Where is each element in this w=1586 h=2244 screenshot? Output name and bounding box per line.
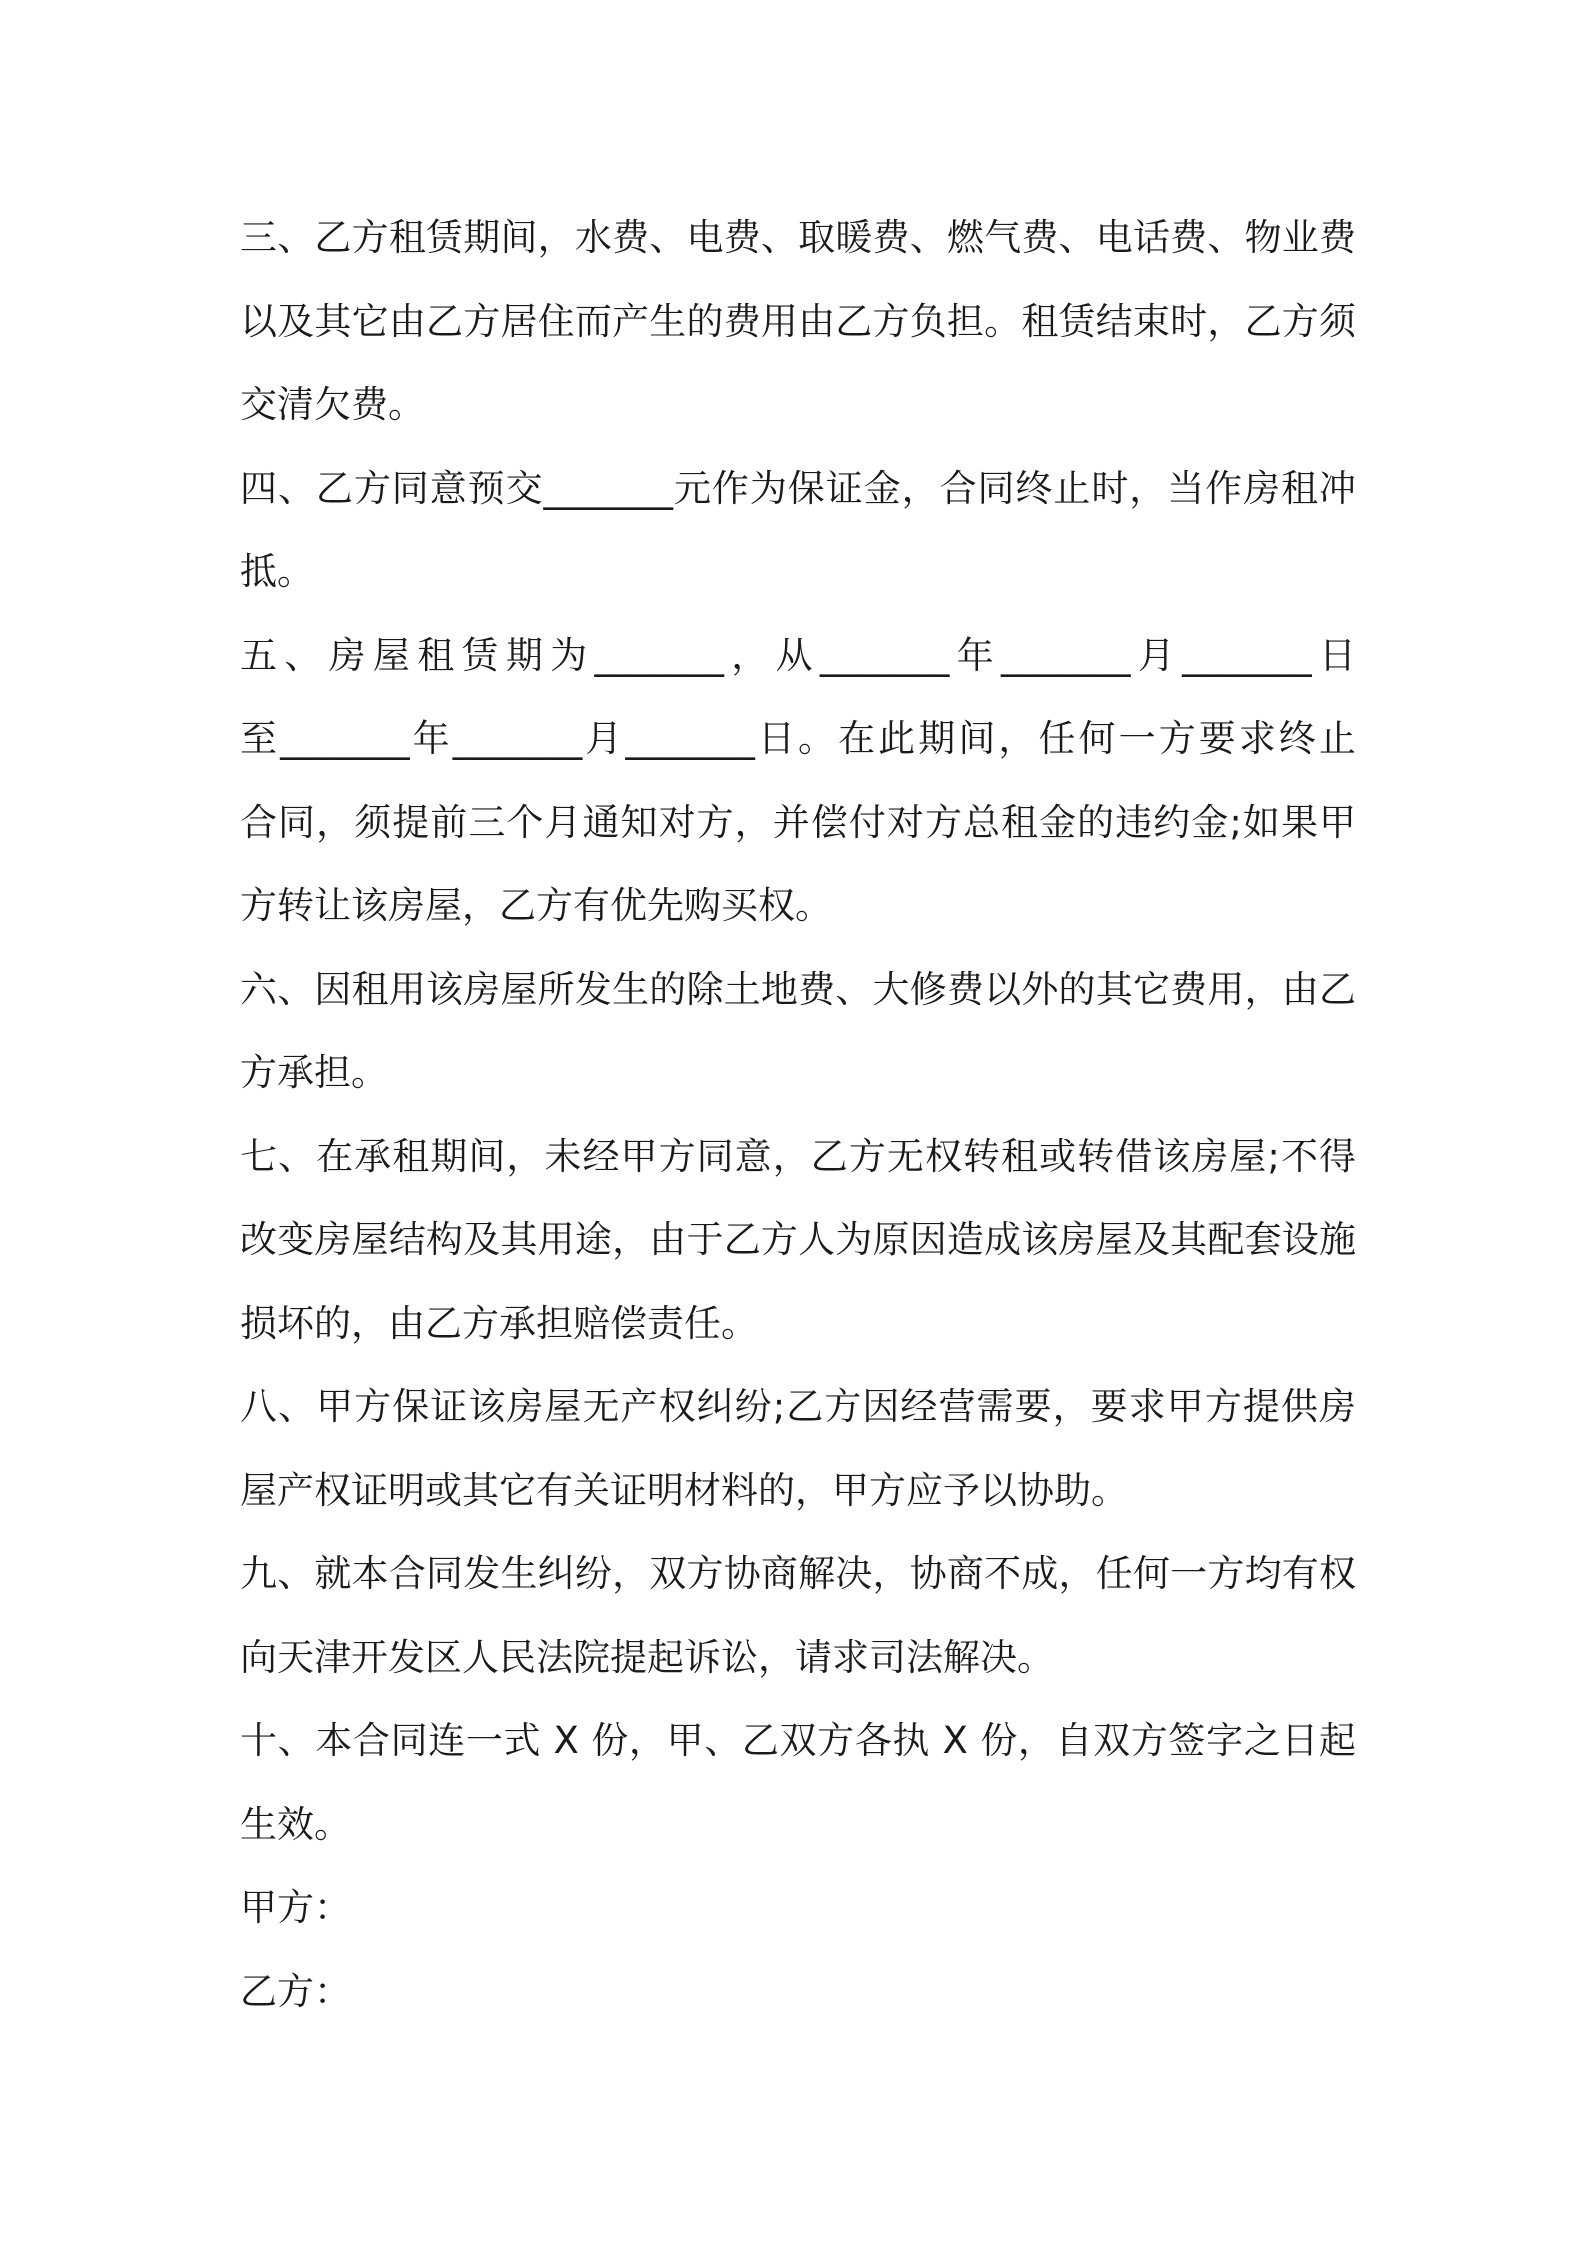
party-a-signature-label: 甲方：	[240, 1886, 351, 1929]
text-line: 改变房屋结构及其用途，由于乙方人为原因造成该房屋及其配套设施	[240, 1218, 1356, 1261]
text-line: 四、乙方同意预交_______元作为保证金，合同终止时，当作房租冲	[240, 466, 1356, 510]
text-line: 七、在承租期间，未经甲方同意，乙方无权转租或转借该房屋;不得	[240, 1134, 1356, 1178]
text-line: 向天津开发区人民法院提起诉讼，请求司法解决。	[240, 1635, 1054, 1679]
text-line: 以及其它由乙方居住而产生的费用由乙方负担。租赁结束时，乙方须	[240, 299, 1356, 343]
text-line: 方承担。	[240, 1051, 388, 1094]
text-line: 至_______年_______月_______日。在此期间，任何一方要求终止	[240, 717, 1356, 760]
contract-body	[240, 196, 1356, 2033]
text-line: 生效。	[240, 1802, 351, 1846]
text-line: 九、就本合同发生纠纷，双方协商解决，协商不成，任何一方均有权	[240, 1552, 1356, 1595]
text-line: 交清欠费。	[240, 383, 425, 426]
text-line: 六、因租用该房屋所发生的除土地费、大修费以外的其它费用，由乙	[240, 967, 1356, 1011]
text-line: 抵。	[240, 550, 314, 593]
text-line: 方转让该房屋，乙方有优先购买权。	[240, 884, 832, 927]
party-b-signature-label: 乙方：	[240, 1969, 351, 2013]
text-line: 十、本合同连一式 X 份，甲、乙双方各执 X 份，自双方签字之日起	[240, 1719, 1356, 1762]
text-line: 屋产权证明或其它有关证明材料的，甲方应予以协助。	[240, 1468, 1128, 1512]
text-line: 合同，须提前三个月通知对方，并偿付对方总租金的违约金;如果甲	[240, 800, 1356, 844]
text-line: 三、乙方租赁期间，水费、电费、取暖费、燃气费、电话费、物业费	[240, 216, 1356, 259]
text-line: 八、甲方保证该房屋无产权纠纷;乙方因经营需要，要求甲方提供房	[240, 1385, 1356, 1428]
text-line: 五、房屋租赁期为_______，从_______年_______月_______日	[240, 633, 1356, 677]
text-line: 损坏的，由乙方承担赔偿责任。	[240, 1301, 758, 1345]
